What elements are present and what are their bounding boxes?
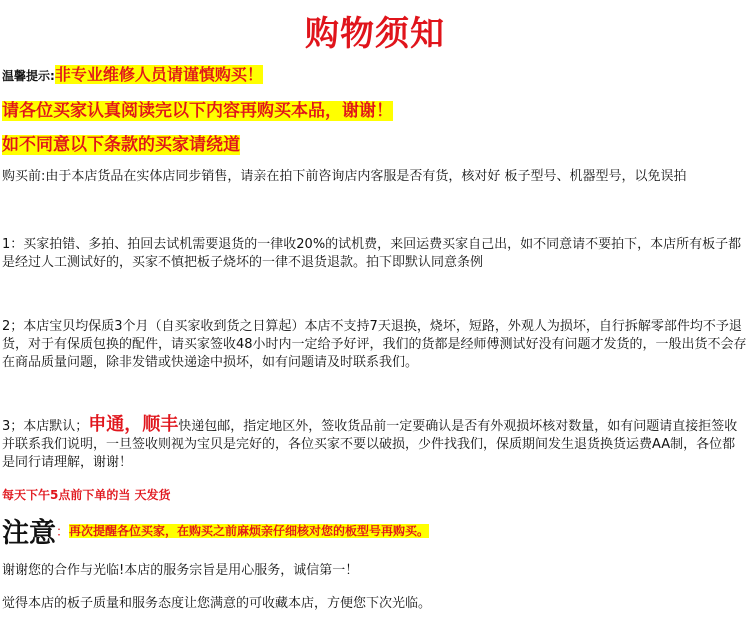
disagree-row: [2, 130, 240, 155]
disagree-text: 如不同意以下条款的买家请绕道: [2, 135, 240, 155]
tip-row: [2, 62, 263, 85]
notice-row: [2, 511, 429, 550]
clause-3-paragraph: [2, 416, 748, 472]
clause-1-paragraph: 1：买家拍错、多拍、拍回去试机需要退货的一律收20%的试机费，来回运费买家自己出，如不同意请不要拍下，本店所有板子都是经过人工测试好的，买家不慎把板子烧坏的一律不退货退款。拍下即默认同意条例: [2, 237, 742, 270]
read-before-buy-text: 请各位买家认真阅读完以下内容再购买本品，谢谢！: [2, 101, 393, 121]
notice-text: 再次提醒各位买家，在购买之前麻烦亲仔细核对您的板型号再购买。: [69, 524, 430, 538]
read-before-buy-row: [2, 96, 393, 121]
notice-colon: ：: [56, 525, 70, 540]
tip-text: 非专业维修人员请谨慎购买！: [54, 65, 263, 84]
clause-3-prefix: 3；本店默认；: [2, 419, 89, 434]
clause-3-couriers: 申通，顺丰: [88, 414, 179, 435]
clause-2-paragraph: 2；本店宝贝均保质3个月（自买家收到货之日算起）本店不支持7天退换，烧坏，短路，外观人为损坏，自行拆解零部件均不予退货，对于有保质包换的配件，请买家签收48小时内一定给予好评，我们的货都是经师傅测试好没有问题才发货的，一般出货不会存在商品质量问题，除非发错或快递途中损坏，如有问题请及时联系我们。: [2, 319, 747, 370]
pre-purchase-paragraph: 购买前:由于本店货品在实体店同步销售，请亲在拍下前咨询店内客服是否有货，核对好 板子型号、机器型号，以免误拍: [2, 169, 687, 184]
thanks-line-1: 谢谢您的合作与光临!本店的服务宗旨是用心服务，诚信第一！: [2, 563, 359, 578]
tip-label: 温馨提示:: [2, 69, 55, 83]
shipping-notice: 每天下午5点前下单的当 天发货: [2, 488, 171, 502]
clause-3-rest: 快递包邮，指定地区外，签收货品前一定要确认是否有外观损坏核对数量，如有问题请直接拒签收并联系我们说明，一旦签收则视为宝贝是完好的，各位买家不要以破损，少件找我们，保质期间发生退货换货运费AA制，各位都是同行请理解，谢谢！: [2, 419, 738, 470]
page-title: 购物须知: [305, 14, 445, 54]
notice-label: 注意: [2, 518, 56, 549]
thanks-line-2: 觉得本店的板子质量和服务态度让您满意的可收藏本店，方便您下次光临。: [2, 596, 432, 611]
